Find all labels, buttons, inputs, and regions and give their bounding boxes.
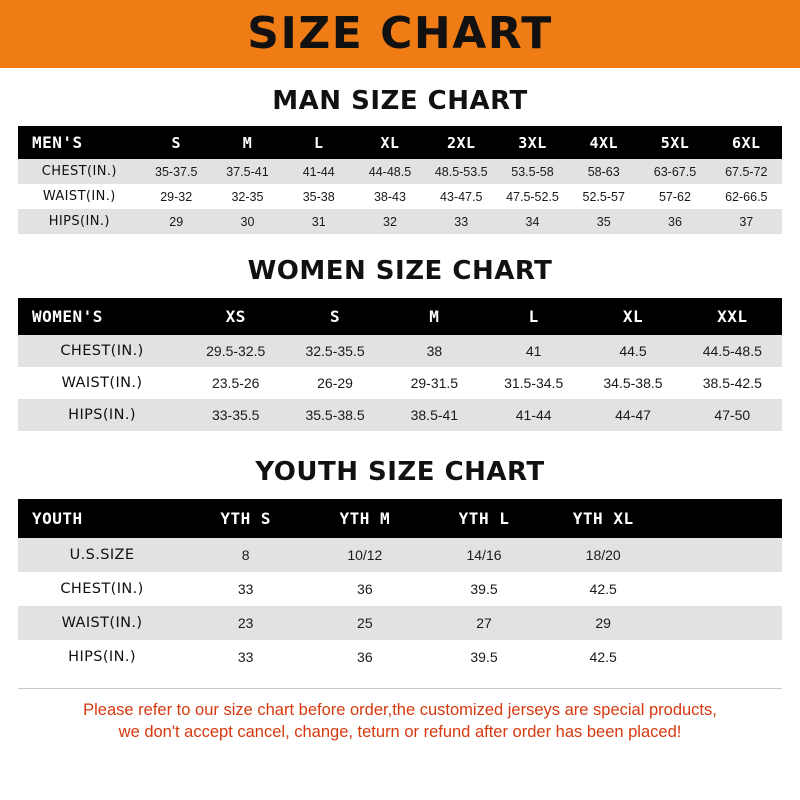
man-size-table [18,126,782,234]
youth-size-table [18,499,782,674]
women-row-label: HIPS(IN.) [18,399,186,431]
youth-cell [663,640,782,674]
women-cell: 26-29 [285,367,384,399]
table-row [18,538,782,572]
header-banner [0,0,800,68]
footer-note-line-2: we don't accept cancel, change, teturn or refund after order has been placed! [118,723,682,742]
men-cell: 34 [497,209,568,234]
men-cell: 32-35 [212,184,283,209]
men-cell: 57-62 [639,184,710,209]
youth-cell: 33 [186,572,305,606]
footer-note-line-1: Please refer to our size chart before order,the customized jerseys are special products, [83,701,717,719]
youth-column-header: YTH S [220,509,271,528]
men-header-row [18,126,782,159]
women-size-table [18,298,782,431]
women-cell: 23.5-26 [186,367,285,399]
youth-cell: 8 [186,538,305,572]
men-column-header: L [313,133,324,152]
women-column-header: XS [225,307,246,326]
men-column-header: 4XL [589,133,619,152]
table-row [18,184,782,209]
women-cell: 38.5-42.5 [683,367,782,399]
women-cell: 41-44 [484,399,583,431]
table-row [18,399,782,431]
women-column-header: XL [622,307,644,326]
youth-header-label: YOUTH [32,509,83,528]
youth-cell [663,606,782,640]
table-row [18,640,782,674]
men-cell: 52.5-57 [568,184,639,209]
women-column-header: M [429,307,440,326]
table-row [18,572,782,606]
men-column-header: 3XL [518,133,547,152]
men-row-label: WAIST(IN.) [18,184,141,209]
youth-cell: 23 [186,606,305,640]
youth-row-label: U.S.SIZE [18,538,186,572]
footer-note [18,688,782,744]
women-cell: 44.5-48.5 [683,335,782,367]
men-column-header: 2XL [446,133,476,152]
men-cell: 47.5-52.5 [497,184,568,209]
men-cell: 41-44 [283,159,354,184]
chart-content [0,68,800,800]
youth-cell: 36 [305,640,424,674]
women-section-title: WOMEN SIZE CHART [247,256,553,286]
youth-column-header: YTH XL [572,509,634,528]
youth-cell [663,538,782,572]
men-cell: 33 [426,209,497,234]
men-cell: 43-47.5 [426,184,497,209]
women-cell: 33-35.5 [186,399,285,431]
men-column-header: 6XL [732,133,761,152]
women-row-label: WAIST(IN.) [18,367,186,399]
man-section-title: MAN SIZE CHART [272,86,528,116]
youth-header-row [18,499,782,538]
youth-cell: 10/12 [305,538,424,572]
men-row-label: HIPS(IN.) [18,209,141,234]
youth-cell: 36 [305,572,424,606]
women-column-header: XXL [717,307,748,326]
men-cell: 37.5-41 [212,159,283,184]
youth-cell: 29 [544,606,663,640]
men-cell: 63-67.5 [639,159,710,184]
youth-cell: 14/16 [424,538,543,572]
men-cell: 53.5-58 [497,159,568,184]
men-cell: 32 [354,209,425,234]
youth-section-title: YOUTH SIZE CHART [255,457,545,487]
women-cell: 44.5 [583,335,682,367]
youth-cell [663,572,782,606]
women-cell: 31.5-34.5 [484,367,583,399]
women-header-label: WOMEN'S [32,307,103,326]
women-cell: 44-47 [583,399,682,431]
women-cell: 38.5-41 [385,399,484,431]
men-cell: 30 [212,209,283,234]
youth-cell: 39.5 [424,572,543,606]
youth-column-header: YTH L [458,509,510,528]
men-cell: 36 [639,209,710,234]
women-row-label: CHEST(IN.) [18,335,186,367]
youth-cell: 42.5 [544,640,663,674]
youth-cell: 27 [424,606,543,640]
women-column-header: L [528,307,539,326]
men-cell: 35 [568,209,639,234]
men-row-label: CHEST(IN.) [18,159,141,184]
youth-column-header: YTH M [339,509,391,528]
men-column-header: M [242,133,253,152]
women-cell: 34.5-38.5 [583,367,682,399]
women-cell: 38 [385,335,484,367]
men-cell: 48.5-53.5 [426,159,497,184]
page-title: SIZE CHART [247,8,553,59]
youth-column-header [663,499,782,538]
women-cell: 41 [484,335,583,367]
women-cell: 29.5-32.5 [186,335,285,367]
women-column-header: S [329,307,341,326]
women-cell: 47-50 [683,399,782,431]
men-header-label: MEN'S [32,133,83,152]
women-header-row [18,298,782,335]
table-row [18,209,782,234]
men-cell: 35-38 [283,184,354,209]
youth-cell: 42.5 [544,572,663,606]
table-row [18,606,782,640]
youth-cell: 25 [305,606,424,640]
men-cell: 38-43 [354,184,425,209]
men-cell: 37 [711,209,782,234]
women-cell: 35.5-38.5 [285,399,384,431]
men-column-header: S [171,133,181,152]
men-cell: 62-66.5 [711,184,782,209]
table-row [18,159,782,184]
men-cell: 31 [283,209,354,234]
men-cell: 58-63 [568,159,639,184]
youth-cell: 33 [186,640,305,674]
women-cell: 29-31.5 [385,367,484,399]
men-column-header: XL [380,133,400,152]
youth-row-label: CHEST(IN.) [18,572,186,606]
men-cell: 35-37.5 [141,159,212,184]
youth-row-label: WAIST(IN.) [18,606,186,640]
women-cell: 32.5-35.5 [285,335,384,367]
men-cell: 29-32 [141,184,212,209]
men-cell: 44-48.5 [354,159,425,184]
table-row [18,335,782,367]
table-row [18,367,782,399]
men-cell: 67.5-72 [711,159,782,184]
youth-row-label: HIPS(IN.) [18,640,186,674]
men-cell: 29 [141,209,212,234]
men-column-header: 5XL [660,133,690,152]
youth-cell: 18/20 [544,538,663,572]
youth-cell: 39.5 [424,640,543,674]
